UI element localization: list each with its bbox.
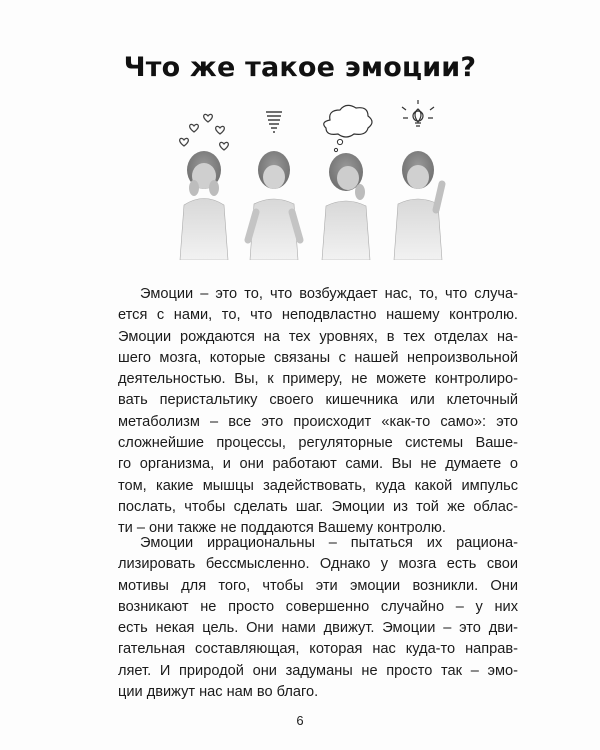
paragraph-2 bbox=[118, 533, 518, 703]
paragraph-line: Эмоции рождаются на тех уровнях, в тех отделах на- bbox=[118, 328, 518, 345]
paragraph-line: ти – они также не поддаются Вашему контролю. bbox=[118, 520, 446, 537]
paragraph-line: мотивы для того, чтобы эти эмоции возникли. Они bbox=[118, 577, 518, 594]
emotions-illustration bbox=[170, 100, 460, 260]
paragraph-line: лизировать бессмысленно. Однако у мозга есть свои bbox=[118, 556, 518, 573]
page-title: Что же такое эмоции? bbox=[123, 52, 477, 83]
girl-idea-icon bbox=[394, 100, 442, 260]
paragraph-line: есть некая цель. Они нами движут. Эмоции – это дви- bbox=[118, 620, 518, 637]
paragraph-line: гательная составляющая, которая нас куда-то направ- bbox=[118, 641, 518, 658]
paragraph-line: шего мозга, которые связаны с нашей непроизвольной bbox=[118, 349, 518, 366]
paragraph-line: послать, чтобы сделать шаг. Эмоции из той же облас- bbox=[118, 498, 518, 515]
paragraph-line: том, какие мышцы задействовать, куда какой импульс bbox=[118, 477, 518, 494]
paragraph-1 bbox=[118, 284, 518, 540]
paragraph-line: вать перистальтику своего кишечника или клеточный bbox=[118, 392, 518, 409]
paragraph-line: Эмоции – это то, что возбуждает нас, то, что случа- bbox=[140, 286, 518, 302]
paragraph-line: ции движут нас нам во благо. bbox=[118, 684, 319, 701]
page-number: 6 bbox=[296, 713, 304, 728]
girl-dizzy-icon bbox=[248, 112, 300, 260]
paragraph-line: метаболизм – все это происходит «как-то само»: это bbox=[118, 413, 518, 430]
paragraph-line: го организма, и они работают сами. Вы не думаете о bbox=[118, 456, 518, 473]
paragraph-line: возникают не просто совершенно случайно – у них bbox=[118, 598, 518, 615]
paragraph-line: сложнейшие процессы, регуляторные системы Ваше- bbox=[118, 435, 518, 452]
girl-in-love-icon bbox=[180, 114, 229, 260]
paragraph-line: Эмоции иррациональны – пытаться их рациона- bbox=[140, 535, 518, 551]
paragraph-line: деятельностью. Вы, к примеру, не можете контролиро- bbox=[118, 371, 518, 388]
paragraph-line: ется с нами, то, что неподвластно нашему контролю. bbox=[118, 307, 518, 324]
paragraph-line: ляет. И природой они задуманы не просто так – эмо- bbox=[118, 662, 518, 679]
girl-thinking-icon bbox=[322, 105, 372, 260]
